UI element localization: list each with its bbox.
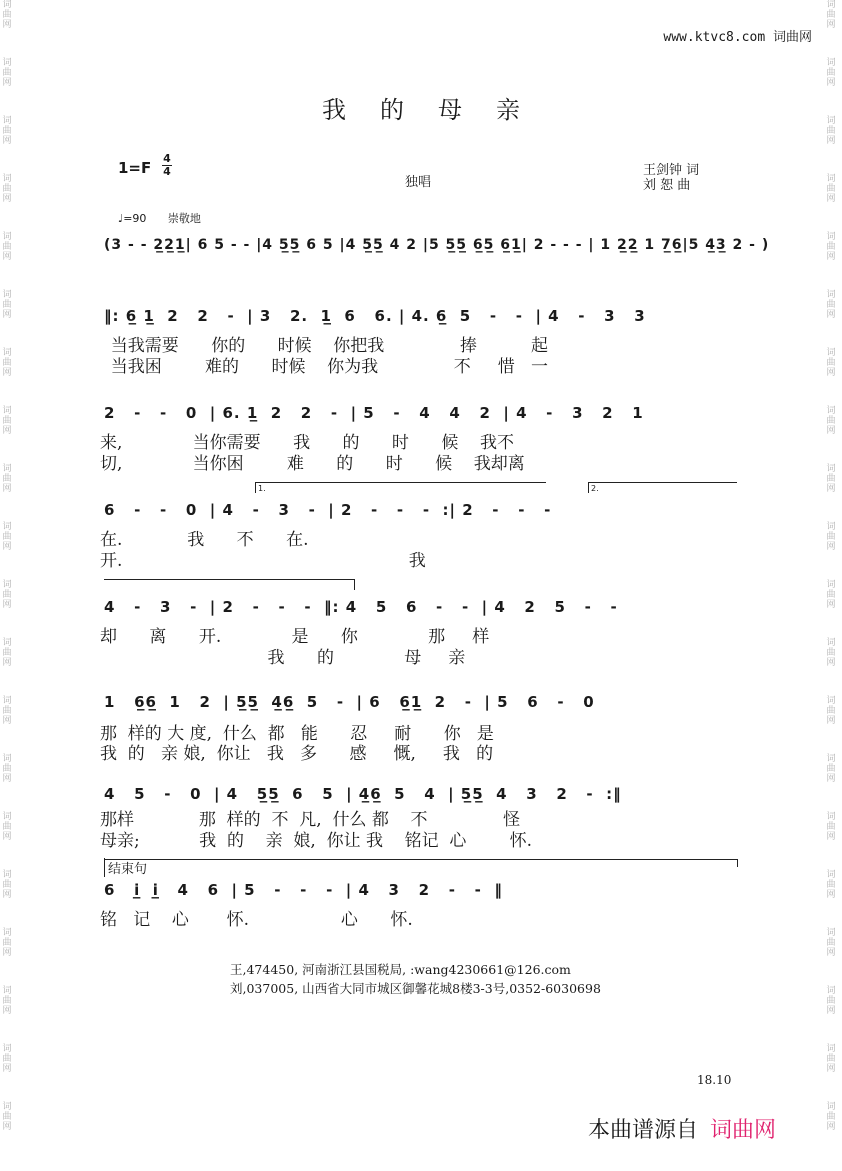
watermark-text: 词 曲 网 [826,406,836,436]
performance-style: 独唱 [405,175,432,190]
watermark-text: 词 曲 网 [2,232,12,262]
watermark-text: 词 曲 网 [2,754,12,784]
lyric-line-4a: 却 离 开. 是 你 那 样 [100,627,490,647]
contact-line-2: 刘,037005, 山西省大同市城区御馨花城8楼3-3号,0352-6030698 [230,981,601,996]
lyric-line-4b: 我 的 母 亲 [100,648,466,668]
notation-line-7: 6 i̲ i̲ 4 6 | 5 - - - | 4 3 2 - - ‖ [104,881,503,899]
intro-line: (3 - - 2̲2̲1̲| 6 5 - - |4 5̲5̲ 6 5 |4 5̲5̲ 4 2 |5 5̲5̲ 6̲5̲ 6̲1̲| 2 - - - | 1 2̲2̲ 1 7̲6̲|5 4̲3̲ 2 - ) [104,237,770,253]
watermark-text: 词 曲 网 [826,928,836,958]
key-signature: 1=F [118,159,152,177]
notation-line-1: ‖: 6̲ 1̲ 2 2 - | 3 2. 1̲ 6 6. | 4. 6̲ 5 - - | 4 - 3 3 [104,307,646,325]
watermark-text: 词 曲 网 [2,1044,12,1074]
watermark-text: 词 曲 网 [826,754,836,784]
watermark-text: 词 曲 网 [826,1044,836,1074]
lyric-line-2a: 来, 当你需要 我 的 时 候 我不 [100,433,514,453]
watermark-text: 词 曲 网 [2,928,12,958]
notation-line-4: 4 - 3 - | 2 - - - ‖: 4 5 6 - - | 4 2 5 - - [104,598,618,616]
watermark-text: 词 曲 网 [826,1102,836,1132]
watermark-text: 词 曲 网 [826,232,836,262]
footer-prefix: 本曲谱源自 [588,1118,699,1143]
watermark-text: 词 曲 网 [826,870,836,900]
date-stamp: 18.10 [697,1073,732,1087]
time-bottom: 4 [163,165,171,178]
watermark-text: 词 曲 网 [826,464,836,494]
volta-2-bracket [588,482,737,493]
volta-2-label: 2. [591,484,599,493]
watermark-text: 词 曲 网 [2,696,12,726]
lyric-line-1a: 当我需要 你的 时候 你把我 捧 起 [100,336,548,356]
lyric-line-1b: 当我困 难的 时候 你为我 不 惜 一 [100,357,548,377]
watermark-text: 词 曲 网 [826,0,836,30]
watermark-text: 词 曲 网 [2,1102,12,1132]
left-watermark-strip [2,0,16,1171]
site-header [663,26,812,45]
credits [643,163,699,193]
time-top: 4 [163,152,171,165]
lyric-line-5b: 我 的 亲 娘, 你让 我 多 感 慨, 我 的 [100,744,494,764]
composer: 刘 恕 曲 [643,178,691,193]
lyric-line-7a: 铭 记 心 怀. 心 怀. [100,910,413,930]
notation-line-6: 4 5 - 0 | 4 5̲5̲ 6 5 | 4̲6̲ 5 4 | 5̲5̲ 4 3 2 - :‖ [104,785,622,803]
watermark-text: 词 曲 网 [2,116,12,146]
watermark-text: 词 曲 网 [826,522,836,552]
volta-1-label: 1. [258,484,266,493]
notation-line-2: 2 - - 0 | 6. 1̲ 2 2 - | 5 - 4 4 2 | 4 - 3 2 1 [104,404,644,422]
lyric-line-6b: 母亲; 我 的 亲 娘, 你让 我 铭记 心 怀. [100,831,533,851]
coda-bracket [104,859,738,860]
volta-1-bracket [255,482,546,493]
right-watermark-strip [826,0,840,1171]
coda-label: 结束句 [104,858,147,877]
contact-line-1: 王,474450, 河南浙江县国税局, :wang4230661@126.com [230,962,571,977]
lyric-line-2b: 切, 当你困 难 的 时 候 我却离 [100,454,525,474]
site-url[interactable]: www.ktvc8.com [663,30,766,45]
lyric-line-3b: 开. 我 [100,551,426,571]
song-title: 我的母亲 [322,96,554,124]
watermark-text: 词 曲 网 [2,522,12,552]
watermark-text: 词 曲 网 [2,870,12,900]
time-signature [162,153,172,178]
watermark-text: 词 曲 网 [2,406,12,436]
watermark-text: 词 曲 网 [2,812,12,842]
watermark-text: 词 曲 网 [826,638,836,668]
watermark-text: 词 曲 网 [826,58,836,88]
watermark-text: 词 曲 网 [2,290,12,320]
watermark-text: 词 曲 网 [2,464,12,494]
watermark-text: 词 曲 网 [826,116,836,146]
watermark-text: 词 曲 网 [2,638,12,668]
notation-line-3: 6 - - 0 | 4 - 3 - | 2 - - - :| 2 - - - [104,501,552,519]
watermark-text: 词 曲 网 [2,174,12,204]
watermark-text: 词 曲 网 [2,58,12,88]
lyric-line-6a: 那样 那 样的 不 凡, 什么 都 不 怪 [100,810,521,830]
volta-2-continuation [104,579,355,590]
lyric-line-3a: 在. 我 不 在. [100,530,309,550]
notation-line-5: 1 6̲6̲ 1 2 | 5̲5̲ 4̲6̲ 5 - | 6 6̲1̲ 2 - | 5 6 - 0 [104,693,595,711]
watermark-text: 词 曲 网 [826,812,836,842]
watermark-text: 词 曲 网 [826,174,836,204]
tempo-marking [118,210,201,226]
lyricist: 王剑钟 词 [643,163,700,178]
tempo-value: ♩=90 [118,212,147,225]
footer-brand-link[interactable]: 词曲网 [710,1118,777,1143]
watermark-text: 词 曲 网 [826,986,836,1016]
coda-bracket-end [737,859,738,867]
watermark-text: 词 曲 网 [826,580,836,610]
lyric-line-5a: 那 样的 大 度, 什么 都 能 忍 耐 你 是 [100,724,494,744]
watermark-text: 词 曲 网 [2,348,12,378]
watermark-text: 词 曲 网 [826,290,836,320]
tempo-mood: 崇敬地 [167,212,201,225]
watermark-text: 词 曲 网 [2,580,12,610]
watermark-text: 词 曲 网 [826,696,836,726]
site-name: 词曲网 [772,30,812,45]
watermark-text: 词 曲 网 [826,348,836,378]
watermark-text: 词 曲 网 [2,0,12,30]
source-footer [588,1113,776,1144]
contact-info [230,960,601,998]
watermark-text: 词 曲 网 [2,986,12,1016]
